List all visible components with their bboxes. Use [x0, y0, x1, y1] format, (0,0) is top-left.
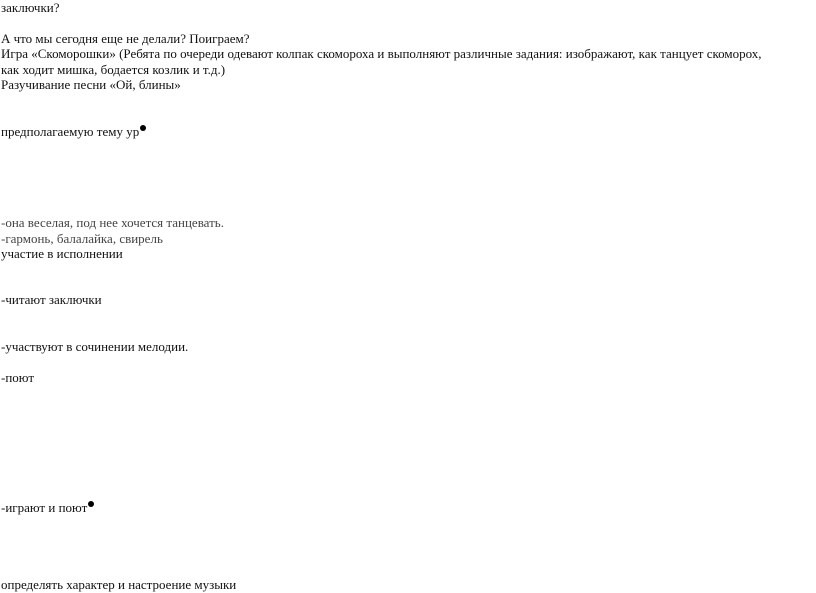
text-line-instruments: -гармонь, балалайка, свирель	[1, 231, 163, 246]
text-line-sing: -поют	[1, 370, 35, 385]
text-line-participation: участие в исполнении	[1, 246, 123, 261]
text-line-lesson-topic	[1, 124, 146, 140]
text-line-read-zaklichki: -читают заключки	[1, 292, 102, 307]
text-line-zaklichki-question: заключки?	[1, 0, 60, 15]
bullet-dot-icon	[140, 125, 146, 131]
play-and-sing-text: -играют и поют	[1, 500, 88, 515]
lesson-topic-text: предполагаемую тему ур	[1, 124, 140, 139]
text-line-game-skomoroshki: Игра «Скоморошки» (Ребята по очереди одевают колпак скомороха и выполняют различные задания: изображают, как танцует скоморох,	[1, 46, 762, 61]
text-line-cheerful: -она веселая, под нее хочется танцевать.	[1, 215, 224, 230]
text-line-compose-melody: -участвуют в сочинении мелодии.	[1, 339, 189, 354]
text-line-what-else: А что мы сегодня еще не делали? Поиграем?	[1, 31, 250, 46]
text-line-music-character: определять характер и настроение музыки	[1, 577, 237, 592]
text-line-song-learning: Разучивание песни «Ой, блины»	[1, 77, 181, 92]
text-line-play-and-sing	[1, 500, 94, 516]
text-line-game-continued: как ходит мишка, бодается козлик и т.д.)	[1, 62, 226, 77]
bullet-dot-icon	[88, 501, 94, 507]
